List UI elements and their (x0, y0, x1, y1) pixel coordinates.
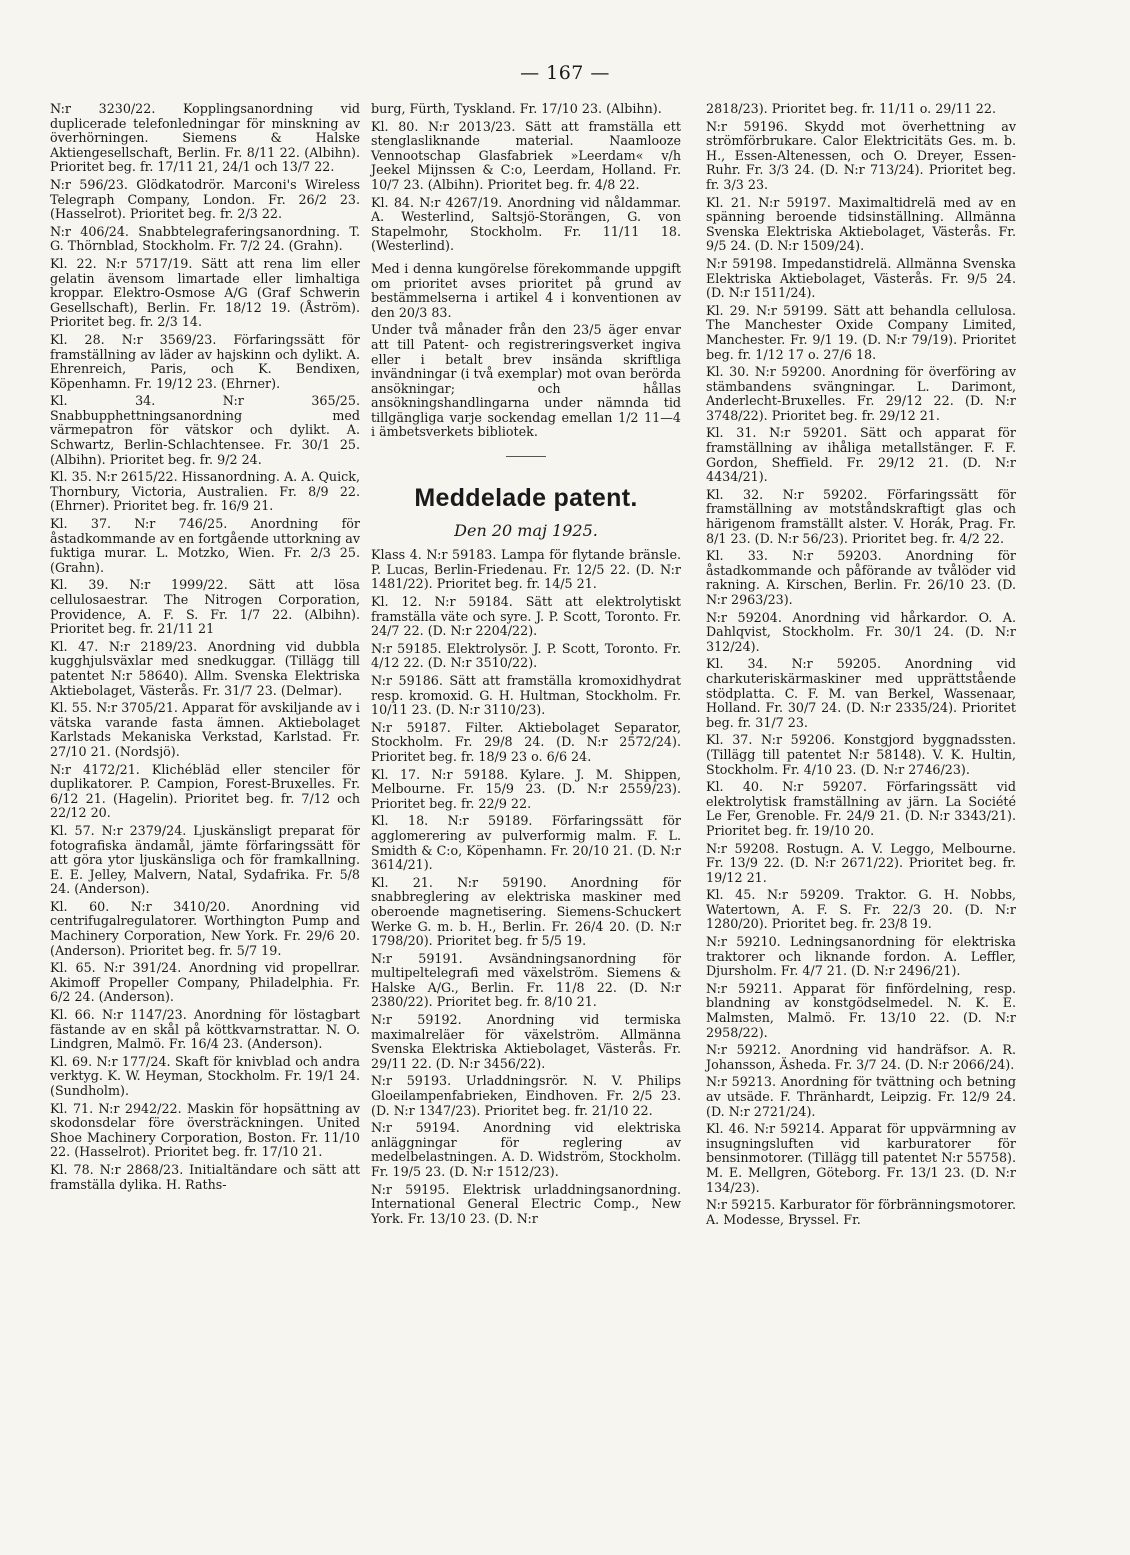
patent-entry: Kl. 34. N:r 365/25. Snabbupphettningsanordning med värmepatron för vätskor och dylikt. A. Schwartz, Berlin-Schlachtensee. Fr. 30/1 25. (Albihn). Prioritet beg. fr. 9/2 24. (50, 393, 360, 467)
patent-entry: Kl. 66. N:r 1147/23. Anordning för löstagbart fästande av en skål på köttkvarnstrattar. N. O. Lindgren, Malmö. Fr. 16/4 23. (Anderson). (50, 1007, 360, 1052)
patent-entry: Kl. 34. N:r 59205. Anordning vid charkuteriskärmaskiner med upprättstående stödplatta. C. F. M. van Berkel, Wassenaar, Holland. Fr. 30/7 24. (D. N:r 2335/24). Prioritet beg. fr. 31/7 23. (706, 656, 1016, 730)
right-column (706, 102, 1016, 1230)
patent-entry: Kl. 37. N:r 746/25. Anordning för åstadkommande av en fortgående uttorkning av fuktiga murar. L. Motzko, Wien. Fr. 2/3 25. (Grahn). (50, 516, 360, 575)
patent-entry: Kl. 30. N:r 59200. Anordning för överföring av stämbandens svängningar. L. Darimont, Anderlecht-Bruxelles. Fr. 29/12 22. (D. N:r 3748/22). Prioritet beg. fr. 29/12 21. (706, 364, 1016, 423)
middle-column (371, 102, 681, 1229)
patent-entry: N:r 59211. Apparat för finfördelning, resp. blandning av konstgödselmedel. N. K. E. Malmsten, Malmö. Fr. 13/10 22. (D. N:r 2958/22). (706, 980, 1016, 1040)
section-divider (506, 456, 546, 457)
patent-entry: Kl. 47. N:r 2189/23. Anordning vid dubbla kugghjulsväxlar med snedkuggar. (Tillägg till patentet N:r 58640). Allm. Svenska Elektriska Aktiebolaget, Västerås. Fr. 31/7 23. (Delmar). (50, 638, 360, 698)
patent-entry: Kl. 22. N:r 5717/19. Sätt att rena lim eller gelatin ävensom limartade eller limhaltiga kroppar. Elektro-Osmose A/G (Graf Schwerin Gesellschaft), Berlin. Fr. 18/12 19. (Åström). Prioritet beg. fr. 2/3 14. (50, 255, 360, 330)
patent-entry: Kl. 32. N:r 59202. Förfaringssätt för framställning av motståndskraftigt glas och härigenom framställt alster. V. Horák, Prag. Fr. 8/1 23. (D. N:r 56/23). Prioritet beg. fr. 4/2 22. (706, 486, 1016, 546)
patent-entry: Kl. 69. N:r 177/24. Skaft för knivblad och andra verktyg. K. W. Heyman, Stockholm. Fr. 19/1 24. (Sundholm). (50, 1053, 360, 1098)
patent-entry: Kl. 29. N:r 59199. Sätt att behandla cellulosa. The Manchester Oxide Company Limited, Manchester. Fr. 9/1 19. (D. N:r 79/19). Prioritet beg. fr. 1/12 17 o. 27/6 18. (706, 302, 1016, 362)
patent-entry: N:r 59187. Filter. Aktiebolaget Separator, Stockholm. Fr. 29/8 24. (D. N:r 2572/24). Prioritet beg. fr. 18/9 23 o. 6/6 24. (371, 719, 681, 764)
patent-entry: Kl. 18. N:r 59189. Förfaringssätt för agglomerering av pulverformig malm. F. L. Smidth & C:o, Köpenhamn. Fr. 20/10 21. (D. N:r 3614/21). (371, 813, 681, 873)
patent-entry: Kl. 71. N:r 2942/22. Maskin för hopsättning av skodonsdelar före översträckningen. United Shoe Machinery Corporation, Boston. Fr. 11/10 22. (Hasselrot). Prioritet beg. fr. 17/10 21. (50, 1100, 360, 1160)
pending-applications-continued (371, 102, 681, 254)
patent-entry: N:r 59215. Karburator för förbränningsmotorer. A. Modesse, Bryssel. Fr. (706, 1197, 1016, 1227)
patent-entry: Kl. 21. N:r 59190. Anordning för snabbreglering av elektriska maskiner med oberoende magnetisering. Siemens-Schuckert Werke G. m. b. H., Berlin. Fr. 26/4 20. (D. N:r 1798/20). Prioritet beg. fr 5/5 19. (371, 874, 681, 949)
patent-entry: N:r 406/24. Snabbtelegraferingsanordning. T. G. Thörnblad, Stockholm. Fr. 7/2 24. (Grahn). (50, 223, 360, 254)
patent-entry: Kl. 40. N:r 59207. Förfaringssätt vid elektrolytisk framställning av järn. La Société Le Fer, Grenoble. Fr. 24/9 21. (D. N:r 3343/21). Prioritet beg. fr. 19/10 20. (706, 779, 1016, 838)
section-title: Meddelade patent. (414, 484, 638, 513)
patent-entry: Kl. 84. N:r 4267/19. Anordning vid nåldammar. A. Westerlind, Saltsjö-Storängen, G. von Stapelmohr, Stockholm. Fr. 11/11 18. (Westerlind). (371, 194, 681, 254)
patent-entry: Kl. 57. N:r 2379/24. Ljuskänsligt preparat för fotografiska ändamål, jämte förfaringssätt för att göra ytor ljuskänsliga och för framkallning. E. E. Jelley, Malvern, Natal, Sydafrika. Fr. 5/8 24. (Anderson). (50, 822, 360, 897)
patent-entry: Kl. 35. N:r 2615/22. Hissanordning. A. A. Quick, Thornbury, Victoria, Australien. Fr. 8/9 22. (Ehrner). Prioritet beg. fr. 16/9 21. (50, 469, 360, 514)
patent-entry: N:r 3230/22. Kopplingsanordning vid duplicerade telefonledningar för minskning av överhörningen. Siemens & Halske Aktiengesellschaft, Berlin. Fr. 8/11 22. (Albihn). Prioritet beg. fr. 17/11 21, 24/1 och 13/7 22. (50, 101, 360, 175)
patent-entry: Kl. 31. N:r 59201. Sätt och apparat för framställning av ihåliga metallstänger. F. F. Gordon, Sheffield. Fr. 29/12 21. (D. N:r 4434/21). (706, 425, 1016, 485)
patent-entry: N:r 59195. Elektrisk urladdningsanordning. International General Electric Comp., New York. Fr. 13/10 23. (D. N:r (371, 1181, 681, 1226)
patent-entry: Kl. 17. N:r 59188. Kylare. J. M. Shippen, Melbourne. Fr. 15/9 23. (D. N:r 2559/23). Prioritet beg. fr. 22/9 22. (371, 766, 681, 811)
patent-entry: Kl. 39. N:r 1999/22. Sätt att lösa cellulosaestrar. The Nitrogen Corporation, Providence, A. F. S. Fr. 1/7 22. (Albihn). Prioritet beg. fr. 21/11 21 (50, 577, 360, 637)
page-number: — 167 — (520, 62, 610, 84)
left-column (50, 102, 360, 1195)
patent-entry: Kl. 65. N:r 391/24. Anordning vid propellrar. Akimoff Propeller Company, Philadelphia. Fr. 6/2 24. (Anderson). (50, 960, 360, 1005)
patent-entry: N:r 59191. Avsändningsanordning för multipeltelegrafi med växelström. Siemens & Halske A/G., Berlin. Fr. 11/8 22. (D. N:r 2380/22). Prioritet beg. fr. 8/10 21. (371, 950, 681, 1010)
patent-entry: N:r 59196. Skydd mot överhettning av strömförbrukare. Calor Elektricitäts Ges. m. b. H., Essen-Altenessen, och O. Dreyer, Essen-Ruhr. Fr. 3/3 24. (D. N:r 713/24). Prioritet beg. fr. 3/3 23. (706, 118, 1016, 192)
patent-entry: Kl. 12. N:r 59184. Sätt att elektrolytiskt framställa väte och syre. J. P. Scott, Toronto. Fr. 24/7 22. (D. N:r 2204/22). (371, 594, 681, 639)
patent-entry: Kl. 37. N:r 59206. Konstgjord byggnadssten. (Tillägg till patentet N:r 58148). V. K. Hultin, Stockholm. Fr. 4/10 23. (D. N:r 2746/23). (706, 732, 1016, 777)
patent-entry: Kl. 33. N:r 59203. Anordning för åstadkommande och påförande av tvålöder vid rakning. A. Kirschen, Berlin. Fr. 26/10 23. (D. N:r 2963/23). (706, 548, 1016, 607)
patent-entry: burg, Fürth, Tyskland. Fr. 17/10 23. (Albihn). (371, 101, 662, 116)
patent-entry: N:r 59212. Anordning vid handräfsor. A. R. Johansson, Äsheda. Fr. 3/7 24. (D. N:r 2066/24). (706, 1042, 1016, 1072)
patent-entry: N:r 596/23. Glödkatodrör. Marconi's Wireless Telegraph Company, London. Fr. 26/2 23. (Hasselrot). Prioritet beg. fr. 2/3 22. (50, 176, 360, 222)
patent-entry: N:r 59198. Impedanstidrelä. Allmänna Svenska Elektriska Aktiebolaget, Västerås. Fr. 9/5 24. (D. N:r 1511/24). (706, 255, 1016, 301)
patent-entry: N:r 59208. Rostugn. A. V. Leggo, Melbourne. Fr. 13/9 22. (D. N:r 2671/22). Prioritet beg. fr. 19/12 21. (706, 840, 1016, 885)
patent-entry: N:r 59210. Ledningsanordning för elektriska traktorer och liknande fordon. A. Leffler, Djursholm. Fr. 4/7 21. (D. N:r 2496/21). (706, 934, 1016, 979)
patent-entry: Kl. 55. N:r 3705/21. Apparat för avskiljande av i vätska varande fasta ämnen. Aktiebolaget Karlstads Mekaniska Verkstad, Karlstad. Fr. 27/10 21. (Nordsjö). (50, 700, 360, 759)
patent-entry: N:r 59194. Anordning vid elektriska anläggningar för reglering av medelbelastningen. A. D. Widström, Stockholm. Fr. 19/5 23. (D. N:r 1512/23). (371, 1120, 681, 1179)
section-date: Den 20 maj 1925. (454, 520, 598, 540)
patent-entry: N:r 59193. Urladdningsrör. N. V. Philips Gloeilampenfabrieken, Eindhoven. Fr. 2/5 23. (D. N:r 1347/23). Prioritet beg. fr. 21/10 22. (371, 1073, 681, 1118)
patent-entry: Klass 4. N:r 59183. Lampa för flytande bränsle. P. Lucas, Berlin-Friedenau. Fr. 12/5 22. (D. N:r 1481/22). Prioritet beg. fr. 14/5 21. (371, 547, 681, 592)
patent-entry: N:r 59186. Sätt att framställa kromoxidhydrat resp. kromoxid. G. H. Hultman, Stockholm. Fr. 10/11 23. (D. N:r 3110/23). (371, 673, 681, 718)
patent-entry: N:r 59213. Anordning för tvättning och betning av utsäde. F. Thränhardt, Leipzig. Fr. 12/9 24. (D. N:r 2721/24). (706, 1074, 1016, 1119)
patent-entry: Kl. 80. N:r 2013/23. Sätt att framställa ett stenglasliknande material. Naamlooze Vennootschap Glasfabriek »Leerdam« v/h Jeekel Mijnssen & C:o, Leerdam, Holland. Fr. 10/7 23. (Albihn). Prioritet beg. fr. 4/8 22. (371, 118, 681, 192)
patent-entry: Kl. 28. N:r 3569/23. Förfaringssätt för framställning av läder av hajskinn och dylikt. A. Ehrenreich, Paris, och K. Bendixen, Köpenhamn. Fr. 19/12 23. (Ehrner). (50, 331, 360, 391)
patent-entry: Kl. 21. N:r 59197. Maximaltidrelä med av en spänning beroende tidsinställning. Allmänna Svenska Elektriska Aktiebolaget, Västerås. Fr. 9/5 24. (D. N:r 1509/24). (706, 194, 1016, 254)
patent-entry: Kl. 60. N:r 3410/20. Anordning vid centrifugalregulatorer. Worthington Pump and Machinery Corporation, New York. Fr. 29/6 20. (Anderson). Prioritet beg. fr. 5/7 19. (50, 898, 360, 958)
patent-entry: Kl. 46. N:r 59214. Apparat för uppvärmning av insugningsluften vid karburatorer för bensinmotorer. (Tillägg till patentet N:r 55758). M. E. Mellgren, Göteborg. Fr. 13/1 23. (D. N:r 134/23). (706, 1121, 1016, 1195)
patent-entry: N:r 59204. Anordning vid hårkardor. O. A. Dahlqvist, Stockholm. Fr. 30/1 24. (D. N:r 312/24). (706, 609, 1016, 654)
patent-entry: Med i denna kungörelse förekommande uppgift om prioritet avses prioritet på grund av bestämmelserna i artikel 4 i konventionen av den 20/3 83. (371, 260, 681, 320)
patent-entry: N:r 4172/21. Klichébläd eller stenciler för duplikatorer. P. Campion, Forest-Bruxelles. Fr. 6/12 21. (Hagelin). Prioritet beg. fr. 7/12 och 22/12 20. (50, 761, 360, 821)
granted-patents-list (371, 548, 681, 1226)
notice-block (371, 262, 681, 440)
patent-entry: Kl. 45. N:r 59209. Traktor. G. H. Nobbs, Watertown, A. F. S. Fr. 22/3 20. (D. N:r 1280/20). Prioritet beg. fr. 23/8 19. (706, 887, 1016, 932)
patent-entry: N:r 59185. Elektrolysör. J. P. Scott, Toronto. Fr. 4/12 22. (D. N:r 3510/22). (371, 640, 681, 671)
patent-entry: 2818/23). Prioritet beg. fr. 11/11 o. 29/11 22. (706, 101, 996, 116)
patent-entry: Kl. 78. N:r 2868/23. Initialtändare och sätt att framställa dylika. H. Raths- (50, 1161, 360, 1192)
patent-entry: Under två månader från den 23/5 äger envar att till Patent- och registreringsverket ingiva eller i betalt brev insända skriftliga invändningar (i två exemplar) mot ovan berörda ansökningar; och hållas ansökningshandlingarna under nämnda tid tillgängliga varje sockendag emellan 1/2 11—4 i ämbetsverkets bibliotek. (371, 322, 681, 440)
patent-entry: N:r 59192. Anordning vid termiska maximalreläer för växelström. Allmänna Svenska Elektriska Aktiebolaget, Västerås. Fr. 29/11 22. (D. N:r 3456/22). (371, 1012, 681, 1071)
